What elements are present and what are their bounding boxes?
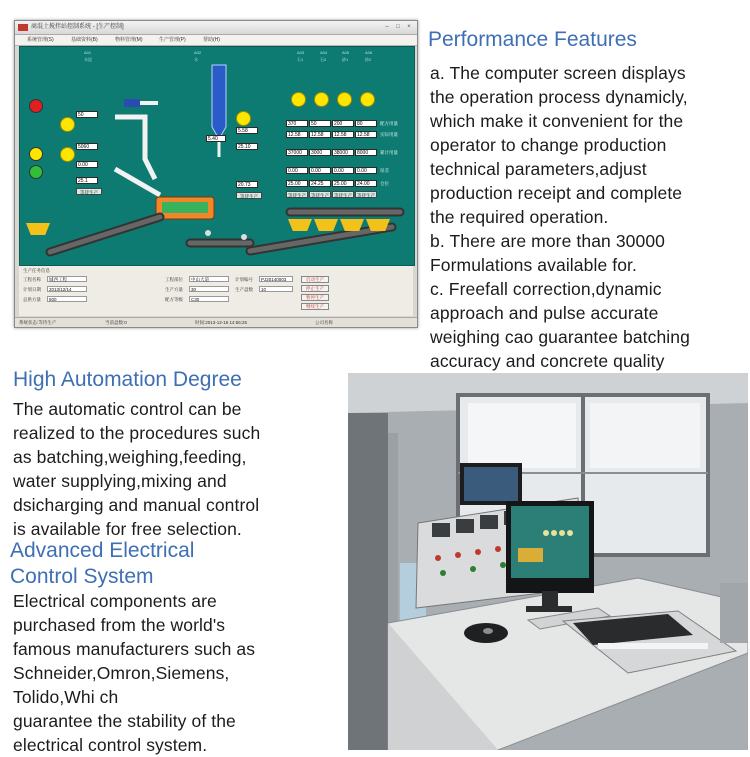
- electrical-line: guarantee the stability of the: [13, 711, 236, 731]
- status-text: 系统状态:等待生产: [19, 320, 57, 325]
- automation-line: as batching,weighing,feeding,: [13, 447, 247, 467]
- status-text: 时间:2013-12-16 14:56:25: [195, 320, 248, 325]
- grid-cell: 3000: [309, 149, 331, 156]
- bin-label: 砂1: [342, 57, 349, 62]
- grid-cell: 12.58: [286, 131, 308, 138]
- plant-piping-diagram: [20, 47, 414, 265]
- status-text: 当前盘数:0: [105, 320, 127, 325]
- indicator-light: [236, 111, 251, 126]
- grid-cell: 24.00: [355, 180, 377, 187]
- bin-label: 水泥: [84, 57, 92, 62]
- menu-material[interactable]: 物料管理(M): [115, 37, 143, 43]
- performance-line: a. The computer screen displays: [430, 63, 686, 83]
- field-label: 计划日期: [23, 287, 41, 292]
- grid-cell: 24.25: [309, 180, 331, 187]
- indicator-light: [360, 92, 375, 107]
- performance-title: Performance Features: [428, 28, 637, 51]
- bin-status-button[interactable]: 等待生产: [334, 193, 352, 198]
- value-cell: 0.00: [76, 161, 98, 168]
- window-titlebar: [15, 21, 417, 35]
- indicator-light: [291, 92, 306, 107]
- value-cell: 25.10: [236, 143, 258, 150]
- row-label: 累计用量: [380, 150, 398, 155]
- bin-label: 石1: [297, 57, 304, 62]
- value-cell: 5.58: [236, 127, 258, 134]
- grid-cell: 0.00: [309, 167, 331, 174]
- performance-line: the operation process dynamicly,: [430, 87, 688, 107]
- grid-cell: 25.00: [332, 180, 354, 187]
- grid-cell: 200: [332, 120, 354, 127]
- automation-line: is available for free selection.: [13, 519, 242, 539]
- status-bar: [15, 317, 417, 328]
- performance-line: c. Freefall correction,dynamic: [430, 279, 662, 299]
- performance-line: accuracy and concrete quality: [430, 351, 665, 371]
- grid-cell: 8000: [355, 149, 377, 156]
- automation-line: water supplying,mixing and: [13, 471, 227, 491]
- performance-line: technical parameters,adjust: [430, 159, 647, 179]
- grid-cell: 0.00: [286, 167, 308, 174]
- bin-label: A03: [297, 50, 305, 55]
- bin-label: A02: [194, 50, 202, 55]
- grid-cell: 37000: [286, 149, 308, 156]
- project-part-field[interactable]: 中山大道: [189, 276, 229, 282]
- close-icon[interactable]: ×: [407, 24, 411, 30]
- bin-label: 水: [194, 57, 198, 62]
- control-room-illustration: [348, 373, 748, 750]
- performance-line: production receipt and complete: [430, 183, 683, 203]
- value-cell: 25.1: [76, 177, 98, 184]
- row-label: 实际用量: [380, 132, 398, 137]
- indicator-light: [337, 92, 352, 107]
- value-cell: 20.73: [236, 181, 258, 188]
- row-label: 误差: [380, 168, 389, 173]
- row-label: 仓位: [380, 181, 389, 186]
- menu-system[interactable]: 系统管理(S): [27, 37, 54, 43]
- automation-line: dsicharging and manual control: [13, 495, 260, 515]
- grid-cell: 80: [355, 120, 377, 127]
- field-label: 配方等级: [165, 297, 183, 302]
- electrical-line: Electrical components are: [13, 591, 217, 611]
- batch-count-field[interactable]: 10: [259, 286, 293, 292]
- row-label: 配方用量: [380, 121, 398, 126]
- performance-line: weighing cao guarantee batching: [430, 327, 690, 347]
- resume-production-button[interactable]: 继续生产: [301, 303, 329, 310]
- bin-label: A01: [84, 50, 92, 55]
- grid-cell: 12.58: [332, 131, 354, 138]
- status-text: 公司名称: [315, 320, 333, 325]
- wait-status-button[interactable]: 等待生产: [76, 188, 102, 195]
- menu-basic[interactable]: 基础资料(B): [71, 37, 98, 43]
- field-label: 总供方量: [23, 297, 41, 302]
- electrical-line: famous manufacturers such as: [13, 639, 256, 659]
- performance-line: b. There are more than 30000: [430, 231, 665, 251]
- plan-number-field[interactable]: PJ20140003: [259, 276, 293, 282]
- bin-label: A06: [365, 50, 373, 55]
- bin-status-button[interactable]: 等待生产: [311, 193, 329, 198]
- electrical-line: purchased from the world's: [13, 615, 226, 635]
- indicator-light: [314, 92, 329, 107]
- electrical-title: Control System: [10, 565, 154, 588]
- value-cell: 5.40: [206, 135, 226, 142]
- electrical-line: Tolido,Whi ch: [13, 687, 119, 707]
- grid-cell: 12.58: [355, 131, 377, 138]
- menu-production[interactable]: 生产管理(P): [159, 37, 186, 43]
- electrical-title: Advanced Electrical: [10, 539, 195, 562]
- app-logo-icon: [18, 24, 28, 31]
- electrical-line: Schneider,Omron,Siemens,: [13, 663, 230, 683]
- performance-line: operator to change production: [430, 135, 667, 155]
- field-label: 生产盘数: [235, 287, 253, 292]
- bin-status-button[interactable]: 等待生产: [357, 193, 375, 198]
- bin-status-button[interactable]: 等待生产: [288, 193, 306, 198]
- grid-cell: 25.00: [286, 180, 308, 187]
- info-title: 生产任务信息: [23, 268, 50, 273]
- maximize-icon[interactable]: □: [396, 24, 400, 30]
- grid-cell: 50: [309, 120, 331, 127]
- field-label: 计划编号: [235, 277, 253, 282]
- field-label: 工程名称: [23, 277, 41, 282]
- bin-label: A05: [342, 50, 350, 55]
- field-label: 生产方量: [165, 287, 183, 292]
- production-info-panel: [19, 266, 413, 316]
- value-cell: 50: [76, 111, 98, 118]
- automation-title: High Automation Degree: [13, 368, 242, 391]
- production-volume-field[interactable]: 30: [189, 286, 229, 292]
- performance-line: Formulations available for.: [430, 255, 637, 275]
- total-volume-field[interactable]: 500: [47, 296, 87, 302]
- bin-label: 砂2: [365, 57, 372, 62]
- plan-date-field[interactable]: 2013/12/14: [47, 286, 87, 292]
- minimize-icon[interactable]: –: [385, 24, 389, 30]
- process-diagram: [19, 46, 415, 266]
- performance-line: the required operation.: [430, 207, 609, 227]
- formula-grade-field[interactable]: C30: [189, 296, 229, 302]
- project-name-field[interactable]: 城西工程: [47, 276, 87, 282]
- menu-bar: [15, 35, 417, 46]
- bin-label: A04: [320, 50, 328, 55]
- grid-cell: 0.00: [355, 167, 377, 174]
- performance-line: which make it convenient for the: [430, 111, 684, 131]
- field-label: 工程部位: [165, 277, 183, 282]
- grid-cell: 370: [286, 120, 308, 127]
- grid-cell: 0.00: [332, 167, 354, 174]
- electrical-line: electrical control system.: [13, 735, 208, 755]
- automation-line: The automatic control can be: [13, 399, 242, 419]
- performance-line: approach and pulse accurate: [430, 303, 659, 323]
- menu-help[interactable]: 帮助(H): [203, 37, 220, 43]
- wait-status-button[interactable]: 等待生产: [236, 192, 262, 199]
- value-cell: 5060: [76, 143, 98, 150]
- grid-cell: 12.58: [309, 131, 331, 138]
- pause-production-button[interactable]: 暂停生产: [301, 294, 329, 301]
- stop-production-button[interactable]: 停止生产: [301, 285, 329, 292]
- grid-cell: 38000: [332, 149, 354, 156]
- window-title: 商混土搅拌站控制系统 - [生产控制]: [31, 24, 124, 30]
- bin-label: 石2: [320, 57, 327, 62]
- start-production-button[interactable]: 启动生产: [301, 276, 329, 283]
- automation-line: realized to the procedures such: [13, 423, 261, 443]
- control-room-photo: [348, 373, 748, 750]
- control-software-screenshot: [14, 20, 418, 328]
